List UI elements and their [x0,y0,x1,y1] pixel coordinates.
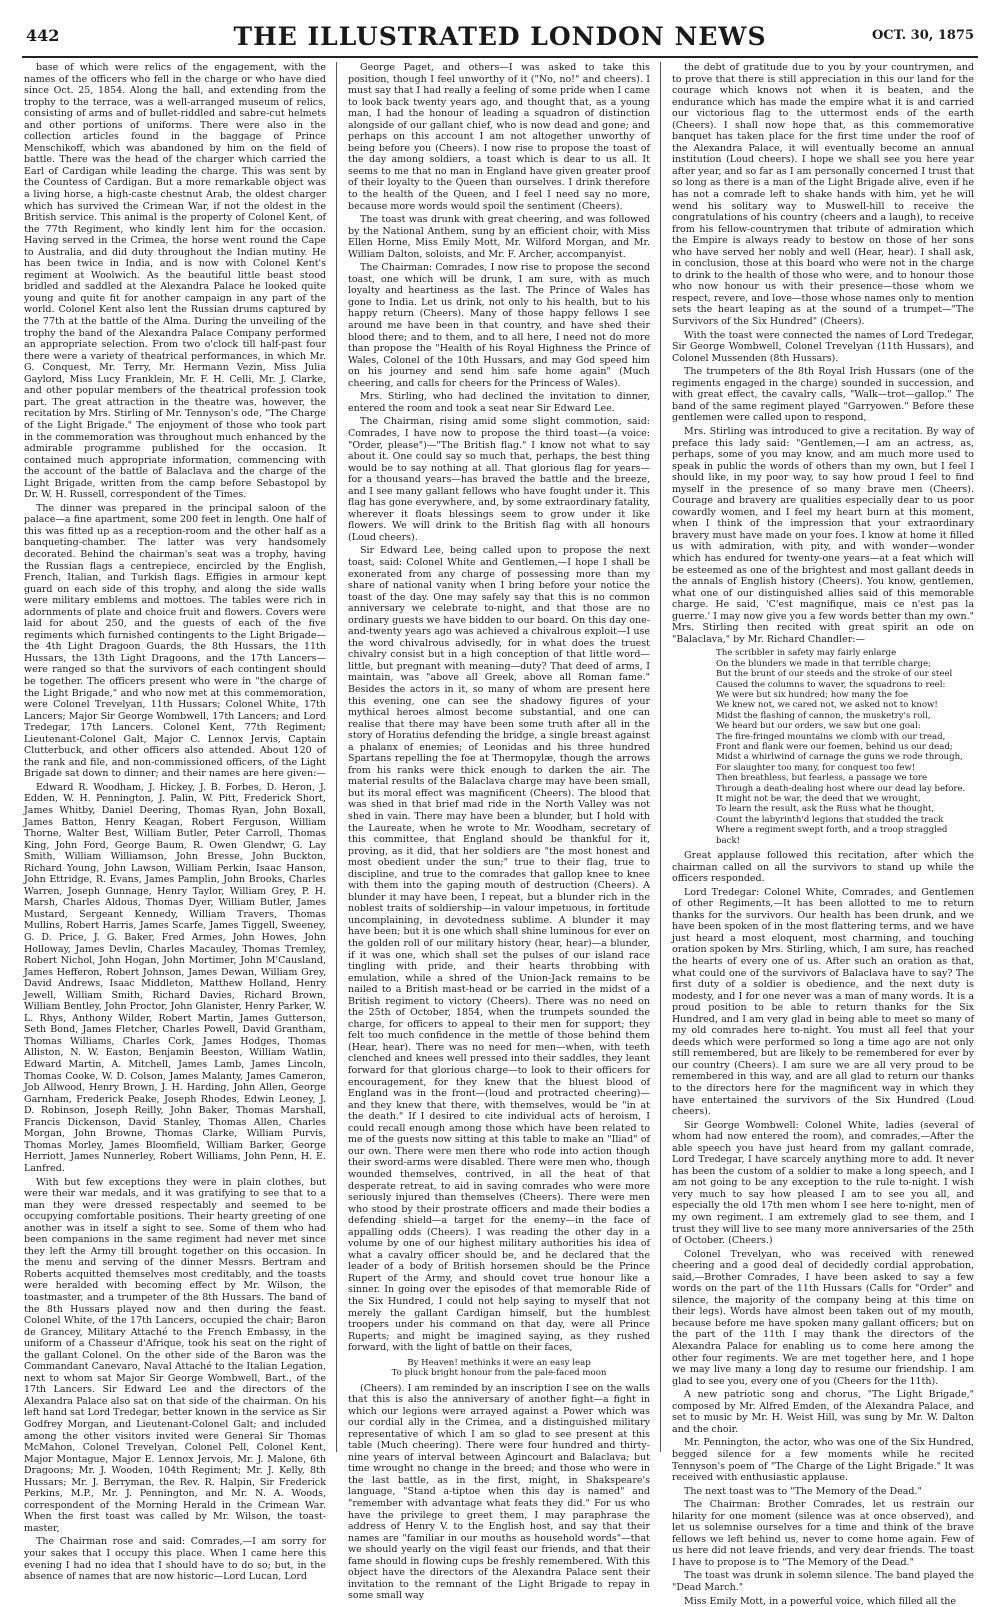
verse-line: The scribbler in safety may fairly enlarge [716,648,897,659]
column-3 [672,62,974,1607]
paragraph: Mr. Pennington, the actor, who was one of the Six Hundred, begged silence for a few moments while he recited Tennyson's poem of "The Charge of the Light Brigade." It was received with enthusiastic applause. [672,1437,974,1484]
paragraph: A new patriotic song and chorus, "The Light Brigade," composed by Mr. Alfred Emden, of the Alexandra Palace, and set to music by Mr. H. Weist Hill, was sung by Mr. W. Dalton and the choir. [672,1389,974,1435]
paragraph: Colonel Trevelyan, who was received with renewed cheering and a good deal of decidedly cordial approbation, said,—Brother Comrades, I have been asked to say a few words on the part of the 11th Hussars (Calls for "Order" and silence, the majority of the company being at this time on their legs). Words have almost been taken out of my mouth, because before me have spoken many gallant officers; but on the part of the 11th I may thank the directors of the Alexandra Palace for enabling us to come here among the other four regiments. We are met together here, and I hope we may live many a long day to resume our friendship. I am glad to see you, every one of you (Cheers for the 11th). [672,1248,974,1387]
page-number: 442 [26,26,60,45]
verse-line: The fire-fringed mountains we clomb with our tread, [716,731,946,742]
paragraph: The next toast was to "The Memory of the Dead." [684,1485,922,1497]
verse-line: Through a death-dealing host where our dead lay before. [716,783,966,794]
paragraph: The trumpeters of the 8th Royal Irish Hussars (one of the regiments engaged in the charge) sounded in succession, and with great effect, the cavalry calls, "Walk—trot—gallop." The band of the same regiment played "Garryowen." Before these gentlemen were called upon to respond, [672,366,974,424]
paragraph: Sir George Wombwell: Colonel White, ladies (several of whom had now entered the room), and comrades,—After the able speech you have just heard from my gallant comrade, Lord Tredegar, I have scarcely anything more to add. It never has been the custom of a soldier to make a long speech, and I am not going to be any exception to the rule to-night. I wish very much to say how pleased I am to see you all, and especially the old 17th men whom I see here to-night, men of my own regiment. I am extremely glad to see them, and I trust they will live to see many more anniversaries of the 25th of October. (Cheers.) [672,1119,974,1247]
paragraph: With the toast were connected the names of Lord Tredegar, Sir George Wombwell, Colonel Trevelyan (11th Hussars), and Colonel Mussenden (8th Hussars). [672,329,974,364]
quoted-verse [348,1358,650,1379]
paragraph: The toast was drunk with great cheering, and was followed by the National Anthem, sung by an efficient choir, with Miss Ellen Horne, Miss Emily Mott, Mr. Wilford Morgan, and Mr. William Dalton, soloists, and Mr. F. Archer, accompanyist. [348,214,650,260]
header-rule [22,56,978,58]
verse-line: Midst a whirlwind of carnage the guns we rode through, [716,752,963,763]
verse-line: On the blunders we made in that terrible charge; [716,658,931,669]
poem-balaclava [716,648,974,846]
paragraph: Mrs. Stirling, who had declined the invitation to dinner, entered the room and took a seat near Sir Edward Lee. [348,391,650,414]
verse-line: It might not be war, the deed that we wrought, [716,794,921,805]
verse-line: We knew not, we cared not, we asked not to know! [716,700,938,711]
verse-line: But the brunt of our steeds and the stroke of our steel [716,669,953,680]
verse-line: Caused the columns to waver, the squadrons to reel: [716,679,946,690]
paragraph: Mrs. Stirling was introduced to give a recitation. By way of preface this lady said: "Gentlemen,—I am an actress, as, perhaps, some of you may know, and am much more used to speak in public the words of others than my own, but I feel I should like, in my poor way, to say how proud I feel to find myself in the presence of so many brave men (Cheers). Courage and bravery are qualities especially dear to us poor cowardly women, and I feel my heart burn at this moment, when I think of the impression that your extraordinary bravery must have made on your foes. I know at home it filled us with admiration, with pity, and with wonder—wonder which has endured for twenty-one years—at a feat which will be esteemed as one of the brightest and most gallant deeds in the annals of English history (Cheers). You know, gentlemen, what one of our distinguished allies said of this memorable charge. He said, 'C'est magnifique, mais ce n'est pas la guerre.' I may now give you a few words better than my own." Mrs. Stirling then recited with great spirit an ode on "Balaclava," by Mr. Richard Chandler:— [672,425,974,645]
paragraph: With but few exceptions they were in plain clothes, but were their war medals, and it was gratifying to see that to a man they were dressed respectably and seemed to be occupying comfortable positions. Their hearty greeting of one another was in itself a sight to see. Some of them who had been companions in the same regiment had never met since they left the Army till brought together on this occasion. In the menu and serving of the dinner Messrs. Bertram and Roberts acquitted themselves most creditably, and the toasts were heralded with becoming effect by Mr. Wilson, the toastmaster, and a trumpeter of the 8th Hussars. The band of the 8th Hussars played now and then during the feast. Colonel White, of the 17th Lancers, occupied the chair; Baron de Grancey, Military Attaché to the French Embassy, in the uniform of a Chasseur d'Afrique, took his seat on the right of the gallant Colonel. On the other side of the Baron was the Commandant Canevaro, Naval Attaché to the Italian Legation, next to whom sat Major Sir George Wombwell, Bart., of the 17th Lancers. Sir Edward Lee and the directors of the Alexandra Palace also sat on that side of the chairman. On his left hand sat Lord Tredegar, better known in the service as Sir Godfrey Morgan, and Lieutenant-Colonel Galt; and included among the other visitors invited were General Sir Thomas McMahon, Colonel Trevelyan, Colonel Pell, Colonel Kent, Major Montague, Major E. Lennox Jervois, Mr. J. Malone, 6th Dragoons; Mr. J. Wooden, 104th Regiment; Mr. J. Kelly, 8th Hussars; Mr. J. Berryman, the Rev. R. Halpin, Sir Frederick Perkins, M.P., Mr. J. Pennington, and Mr. N. A. Woods, correspondent of the Morning Herald in the Crimean War. When the first toast was called by Mr. Wilson, the toast-master, [24,1176,326,1534]
paragraph: Lord Tredegar: Colonel White, Comrades, and Gentlemen of other Regiments,—It has been allotted to me to return thanks for the survivors. Our health has been drunk, and we have been spoken of in the most flattering terms, and we have just heard a most eloquent, most charming, and touching oration spoken by Mrs. Stirling, which, I am sure, has reached the hearts of every one of us. After such an oration as that, what could one of the survivors of Balaclava have to say? The first duty of a soldier is obedience, and the next duty is modesty, and I for one never was a man of many words. It is a proud position to be able to return thanks for the Six Hundred, and I am very glad in being able to meet so many of my old comrades here to-night. You must all feel that your deeds which were performed so long a time ago are not only still remembered, but are likely to be remembered for ever by our country (Cheers). I am sure we are all very proud to be remembered in this way, and are all glad to return our thanks to the directors here for the magnificent way in which they have entertained the survivors of the Six Hundred (Loud cheers). [672,886,974,1118]
paragraph: George Paget, and others—I was asked to take this position, though I feel unworthy of it ("No, no!" and cheers). I must say that I had really a feeling of some pride when I came to look back twenty years ago, and thought that, as a young man, I had the honour of leading a squadron of distinction alongside of our gallant chief, who is now dead and gone; and perhaps on this account I am not altogether unworthy of being before you (Cheers). I now rise to propose the toast of the day among soldiers, a toast which is dear to us all. It seems to me that no man in England have given greater proof of their loyalty to the Queen than ourselves. I drink therefore to the health of the Queen, and I feel I need say no more, because more words would spoil the sentiment (Cheers). [348,62,650,212]
verse-line: Where a regiment swept forth, and a troop straggled back! [716,825,948,846]
paragraph: The Chairman rose and said: Comrades,—I am sorry for your sakes that I occupy this place. When I came here this evening I had no idea that I should have to do so; but, in the absence of names that are now historic—Lord Lucan, Lord [24,1536,326,1583]
column-divider [660,62,661,1452]
paragraph: base of which were relics of the engagement, with the names of the officers who fell in the charge or who have died since Oct. 25, 1854. Along the hall, and extending from the trophy to the terrace, was a well-arranged museum of relics, consisting of arms and of bullet-riddled and sabre-cut helmets and other portions of uniforms. There were also in the collection articles found in the baggage of Prince Menschikoff, which was abandoned by him on the field of battle. There was the head of the charger which carried the Earl of Cardigan while leading the charge. This was sent by the Countess of Cardigan. But a more remarkable object was a living horse, a high-caste chestnut Arab, the oldest charger which has survived the Crimean War, if not the oldest in the British service. This animal is the property of Colonel Kent, of the 77th Regiment, who kindly lent him for the occasion. Having served in the Crimea, the horse went round the Cape to Australia, and did duty throughout the Indian mutiny. He has been twice in India, and is now with Colonel Kent's regiment at Woolwich. As the beautiful little beast stood bridled and saddled at the Alexandra Palace he looked quite young and quite fit for another campaign in any part of the world. Colonel Kent also lent the Russian drums captured by the 77th at the battle of the Alma. During the unveiling of the trophy the band of the Alexandra Palace Company performed an appropriate selection. From two o'clock till half-past four there were a variety of theatrical performances, in which Mr. G. Conquest, Mr. Terry, Mr. Hermann Vezin, Miss Julia Gaylord, Miss Lucy Franklein, Mr. F. H. Celli, Mr. J. Clarke, and other popular members of the theatrical profession took part. The great attraction in the theatre was, however, the recitation by Mrs. Stirling of Mr. Tennyson's ode, "The Charge of the Light Brigade." The enjoyment of those who took part in the commemoration was throughout much enhanced by the admirable programme published for the occasion. It contained much appropriate information, commencing with the account of the battle of Balaclava and the charge of the Light Brigade, written from the camp before Sebastopol by Dr. W. H. Russell, correspondent of the Times. [24,62,326,501]
newspaper-title: THE ILLUSTRATED LONDON NEWS [233,22,767,51]
verse-line: To pluck bright honour from the pale-faced moon [391,1368,607,1379]
verse-line: By Heaven! methinks it were an easy leap [407,1357,591,1368]
paragraph: Edward R. Woodham, J. Hickey, J. B. Forbes, D. Heron, J. Edden, W. H. Pennington, J. Palin, W. Pitt, Frederick Short, James Whitby, Daniel Deering, Thomas Ryan, John Boxall, James Batton, Henry Keagan, Robert Ferguson, William Thorne, Walter Best, William Butler, Peter Carroll, Thomas King, John Ford, George Baum, R. Owen Glendwr, G. Lay Smith, William Williamson, John Bresse, John Buckton, Richard Young, John Lawson, William Perkin, Isaac Hanson, John Ettridge, R. Evans, James Pamplin, John Brooks, Charles Warren, Joseph Gunnage, Henry Taylor, William Grey, P. H. Marsh, Charles Aldous, Thomas Dyer, William Butler, James Mustard, Sergeant Kennedy, William Travers, Thomas Mullins, Robert Harris, James Scarfe, James Tiggell, Sweeney, G. D. Price, J. G. Baker, Fred Armes, John Howes, John Holloway, James Devlin, Charles Macauley, Thomas Tremley, Robert Nichol, John Hogan, John Mortimer, John M'Causland, James Hefferon, Robert Johnson, James Dewan, William Grey, David Andrews, Isaac Middleton, Matthew Holland, Henry Jewell, William Smith, Richard Davies, Richard Brown, William Bentley, John Proctor, John Glanister, Henry Parker, W. L. Rhys, Anthony Wilder, Robert Martin, James Gutterson, Seth Bond, James Fletcher, Charles Powell, David Grantham, Thomas Williams, Charles Cork, James Hodges, Thomas Alliston, N. W. Easton, Benjamin Beeston, William Watlin, Edward Martin, A. Mitchell, James Lamb, James Lincoln, Thomas Cooke, W. D. Colson, James Malanty, James Cameron, Job Allwood, Henry Brown, J. H. Harding, John Allen, George Garnham, Frederick Peake, Joseph Rhodes, Edwin Leoney, J. D. Robinson, Joseph Reilly, John Baker, Thomas Marshall, Francis Dickenson, David Stanley, Thomas Allen, Charles Morgan, John Browne, Thomas Clarke, William Purvis, Thomas Morley, James Bloomfield, William Barker, George Herriott, James Nunnerley, Robert Williams, John Penn, H. E. Lanfred. [24,781,326,1174]
paragraph: Great applause followed this recitation, after which the chairman called on all the survivors to stand up while the officers responded. [672,850,974,885]
verse-line: We heard but our orders, we saw but one goal: [716,721,921,732]
paragraph: The Chairman, rising amid some slight commotion, said: Comrades, I have now to propose the third toast—(a voice: "Order, please")—"The British flag." I know not what to say about it. One could say so much that, perhaps, the best thing would be to say nothing at all. That glorious flag for years—for a thousand years—has braved the battle and the breeze, and I see many gallant fellows who have fought under it. This flag has gone everywhere, and, by some extraordinary fatality, wherever it floats blessings seem to grow under it like flowers. We will drink to the British flag with all honours (Loud cheers). [348,416,650,543]
paragraph: Sir Edward Lee, being called upon to propose the next toast, said: Colonel White and Gentlemen,—I hope I shall be exonerated from any charge of possessing more than my share of national vanity when I bring before your notice the toast of the day. One may safely say that this is no common anniversary we celebrate to-night, and that those are no ordinary guests we have bidden to our board. On this day one-and-twenty years ago was achieved a chivalrous exploit—I use the word chivalrous advisedly, for in what does the truest chivalry consist but in a high conception of that little word—little, but pregnant with meaning—duty? That deed of arms, I maintain, was "above all Greek, above all Roman fame." Besides the actors in it, so many of whom are present here this evening, one can see the shadowy figures of your mythical heroes almost become substantial, and one can realise that there may have been some truth after all in the story of Horatius defending the bridge, a single breast against a phalanx of enemies; of Leonidas and his three hundred Spartans repelling the foe at Thermopylæ, though the arrows from his ranks were thick enough to darken the air. The material results of the Balaclava charge may have been small, but its moral effect was magnificent (Cheers). The blood that was shed in that brief mad ride in the North Valley was not shed in vain. There may have been a blunder, but I hold with the Laureate, when he wrote to Mr. Woodham, secretary of this committee, that England should be thankful for it, proving, as it did, that her soldiers are "the most honest and most obedient under the sun;" true to their flag, true to discipline, and true to the comrades that gallop knee to knee with them into the gaping mouth of destruction (Cheers). A blunder it may have been, I repeat, but a blunder rich in the noblest traits of soldiership—in valour impetuous, in fortitude uncomplaining, in devotedness sublime. A blunder it may have been; but it is one which shall shine luminous for ever on the golden roll of our military history (hear, hear)—a blunder, if it was one, which shall set the pulses of our island race tingling with pride, and their hearts throbbing with emulation, while a shred of the Union-Jack remains to be nailed to a British mast-head or be carried in the midst of a British regiment to victory (Cheers). There was no need on the 25th of October, 1854, when the trumpets sounded the charge, for officers to appeal to their men for support; they felt too much confidence in the mettle of those behind them (Hear, hear). There was no need for men—when, with teeth clenched and knees well pressed into their saddles, they leant forward for that glorious charge—to look to their officers for encouragement, for they knew that the bluest blood of England was in the front—(loud and protracted cheering)—and they knew that there, with themselves, would be "in at the death." If I desired to cite individual acts of heroism, I could recall enough among those which have been related to me of the guests now sitting at this table to make an "Iliad" of our own. There were men there who rode into action though their sword-arms were disabled. There were men who, though wounded themselves, contrived, in all the heat of that desperate retreat, to aid in saving comrades who were more seriously injured than themselves (Cheers). There were men who stood by their prostrate officers and made their bodies a defending shield—a target for the enemy—in the face of appalling odds (Cheers). I was reading the other day in a volume by one of our highest military authorities his idea of what a cavalry officer should be, and he declared that the leader of a body of British horsemen should be the Prince Rupert of the Army, and should covet true honour like a sinner. In going over the episodes of that memorable Ride of the Six Hundred, I could not help saying to myself that not merely the gallant Cardigan himself, but the humblest troopers under his command on that day, were all Prince Ruperts; and might be imagined saying, as they rushed forward, with the light of battle on their faces, [348,545,650,1354]
paragraph: Miss Emily Mott, in a powerful voice, which filled all the [684,1595,957,1607]
paragraph: The Chairman: Comrades, I now rise to propose the second toast, one which will be drunk, I am sure, with as much loyalty and heartiness as the last. The Prince of Wales has gone to India. Let us drink, not only to his health, but to his happy return (Cheers). Many of those happy fellows I see around me have been in that country, and have shed their blood there; and to them, and to all here, I need not do more than propose the "Health of his Royal Highness the Prince of Wales, Colonel of the 10th Hussars, and may God speed him on his journey and send him safe home again" (Much cheering, and calls for cheers for the Princess of Wales). [348,262,650,389]
column-divider [336,62,337,1452]
verse-line: Count the labyrinth'd legions that studded the track [716,814,944,825]
verse-line: Then breathless, but fearless, a passage we tore [716,773,928,784]
paragraph: the debt of gratitude due to you by your countrymen, and to prove that there is still appreciation in this our land for the courage which knows not when it is beaten, and the endurance which has made the empire what it is and carried our victorious flag to the uttermost ends of the earth (Cheers). I shall now hope that, as this commemorative banquet has taken place for the first time under the roof of the Alexandra Palace, it will eventually become an annual institution (Loud cheers). I hope we shall see you here year after year, and so far as I am personally concerned I trust that so long as there is a man of the Light Brigade alive, even if he has not a comrade left to shake hands with him, yet he will wend his solitary way to Muswell-hill to receive the congratulations of his country (cheers and a laugh), to receive from his fellow-countrymen that tribute of admiration which the Empire is always ready to bestow on those of her sons who have served her nobly and well (Hear, hear). I shall ask, in conclusion, those at this board who were not in the charge to drink to the health of those who were, and to honour those who now honour us with their presence—those whom we respect, revere, and love—those whose names only to mention sets the heart leaping as at the sound of a trumpet—"The Survivors of the Six Hundred" (Cheers). [672,62,974,328]
column-1 [24,62,326,1583]
issue-date: OCT. 30, 1875 [871,28,974,43]
paragraph: (Cheers). I am reminded by an inscription I see on the walls that this is also the anniversary of another fight—a fight in which our legions were arrayed against a Power which was our cordial ally in the Crimea, and a distinguished military representative of which I am so glad to see present at this table (Much cheering). There were four hundred and thirty-nine years of interval between Agincourt and Balaclava; but time wrought no change in the breed; and those who were in the last battle, as in the first, might, in Shakspeare's language, "Stand a-tiptoe when this day is named" and "remember with advantage what feats they did." For us who have the privilege to greet them, I may paraphrase the address of Henry V. to the English host, and say that their names are "familiar in our mouths as household words"—that we should yearly on the vigil feast our friends, and that their fame should in flowing cups be freshly remembered. With this object have the directors of the Alexandra Palace sent their invitation to the remnant of the Light Brigade to repay in some small way [348,1382,650,1602]
paragraph: The dinner was prepared in the principal saloon of the palace—a fine apartment, some 200 feet in length. One half of this was fitted up as a reception-room and the other half as a banqueting-chamber. The latter was very handsomely decorated. Behind the chairman's seat was a trophy, having the Russian flags a centrepiece, encircled by the English, French, Italian, and Turkish flags. Effigies in armour kept guard on each side of this trophy, and along the side walls were military emblems and mottoes. The tables were rich in adornments of plate and choice fruit and flowers. Covers were laid for about 250, and the guests of each of the five regiments which furnished contingents to the Light Brigade—the 4th Light Dragoon Guards, the 8th Hussars, the 11th Hussars, the 13th Light Dragoons, and the 17th Lancers—were ranged so that the survivors of each contingent should be together. The officers present who were in "the charge of the Light Brigade," and who now met at this commemoration, were Colonel Trevelyan, 11th Hussars; Colonel White, 17th Lancers; Major Sir George Wombwell, 17th Lancers; and Lord Tredegar, 17th Lancers. Colonel Kent, 77th Regiment; Lieutenant-Colonel Galt, Major C. Lennox Jervis, Captain Clutterbuck, and other officers also attended. About 120 of the rank and file, and non-commissioned officers, of the Light Brigade sat down to dinner; and their names are here given:— [24,502,326,780]
column-2 [348,62,650,1602]
verse-line: Midst the flashing of cannon, the musketry's roll, [716,710,931,721]
paragraph: The Chairman: Brother Comrades, let us restrain our hilarity for one moment (silence was at once observed), and let us solemnise ourselves for a time and think of the brave fellows we left behind us, never to come home again. Few of us here did not leave friends, and very dear friends. The toast I have to propose is to "The Memory of the Dead." [672,1499,974,1568]
masthead [22,22,978,52]
paragraph: The toast was drunk in solemn silence. The band played the "Dead March." [672,1570,974,1593]
verse-line: To learn the result, ask the Russ what he thought, [716,804,935,815]
verse-line: For slaughter too many, for conquest too few! [716,762,916,773]
verse-line: Front and flank were our foemen, behind us our dead; [716,742,953,752]
verse-line: We were but six hundred; how many the foe [716,689,909,700]
